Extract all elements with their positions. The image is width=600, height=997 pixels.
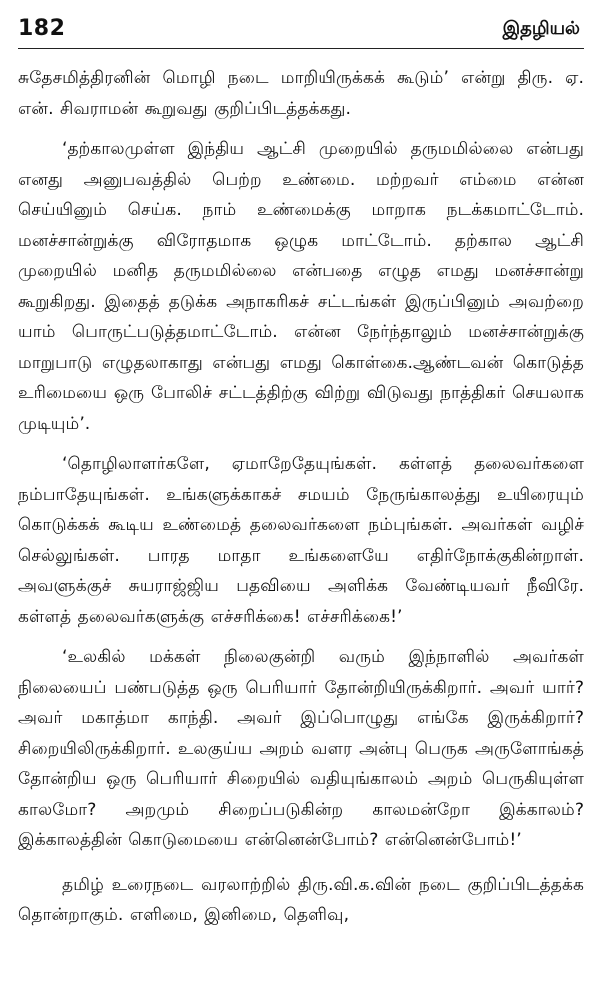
paragraph-continuation: சுதேசமித்திரனின் மொழி நடை மாறியிருக்கக் கூடும்’ என்று திரு. ஏ. என். சிவராமன் கூறுவது குறிப்பிடத்தக்கது. (18, 68, 584, 119)
book-page (18, 14, 584, 984)
paragraph-final: தமிழ் உரைநடை வரலாற்றில் திரு.வி.க.வின் நடை குறிப்பிடத்தக்க தொன்றாகும். எளிமை, இனிமை, தெளிவு, (18, 874, 584, 925)
paragraph-quote-2: ‘தொழிலாளர்களே, ஏமாறேதேயுங்கள். கள்ளத் தலைவர்களை நம்பாதேயுங்கள். உங்களுக்காகச் சமயம் நேருங்காலத்து உயிரையும் கொடுக்கக் கூடிய உண்மைத் தலைவர்களை நம்புங்கள். அவர்கள் வழிச் செல்லுங்கள். பாரத மாதா உங்களையே எதிர்நோக்குகின்றாள். அவளுக்குச் சுயராஜ்ஜிய பதவியை அளிக்க வேண்டியவர் நீவிரே. கள்ளத் தலைவர்களுக்கு எச்சரிக்கை! எச்சரிக்கை!’ (18, 454, 584, 627)
running-title: இதழியல் (502, 18, 580, 39)
paragraph-quote-1: ‘தற்காலமுள்ள இந்திய ஆட்சி முறையில் தருமமில்லை என்பது எனது அனுபவத்தில் பெற்ற உண்மை. மற்றவர் எம்மை என்ன செய்யினும் செய்க. நாம் உண்மைக்கு மாறாக நடக்கமாட்டோம். மனச்சான்றுக்கு விரோதமாக ஒழுக மாட்டோம். தற்கால ஆட்சி முறையில் மனித தருமமில்லை என்பதை எழுத எமது மனச்சான்று கூறுகிறது. இதைத் தடுக்க அநாகரிகச் சட்டங்கள் இருப்பினும் அவற்றை யாம் பொருட்படுத்தமாட்டோம். என்ன நேர்ந்தாலும் மனச்சான்றுக்கு மாறுபாடு எழுதலாகாது என்பது எமது கொள்கை.ஆண்டவன் கொடுத்த உரிமையை ஒரு போலிச் சட்டத்திற்கு விற்று விடுவது நாத்திகர் செயலாக முடியும்’. (18, 139, 584, 434)
paragraph-quote-3: ‘உலகில் மக்கள் நிலைகுன்றி வரும் இந்நாளில் அவர்கள் நிலையைப் பண்படுத்த ஒரு பெரியார் தோன்றியிருக்கிறார். அவர் யார்? அவர் மகாத்மா காந்தி. அவர் இப்பொழுது எங்கே இருக்கிறார்? சிறையிலிருக்கிறார். உலகுய்ய அறம் வளர அன்பு பெருக அருளோங்கத் தோன்றிய ஒரு பெரியார் சிறையில் வதியுங்காலம் அறம் பெருகியுள்ள காலமோ? அறமும் சிறைப்படுகின்ற காலமன்றோ இக்காலம்? இக்காலத்தின் கொடுமையை என்னென்போம்? என்னென்போம்!’ (18, 647, 584, 850)
page-header (18, 14, 584, 49)
page-number: 182 (18, 16, 66, 41)
